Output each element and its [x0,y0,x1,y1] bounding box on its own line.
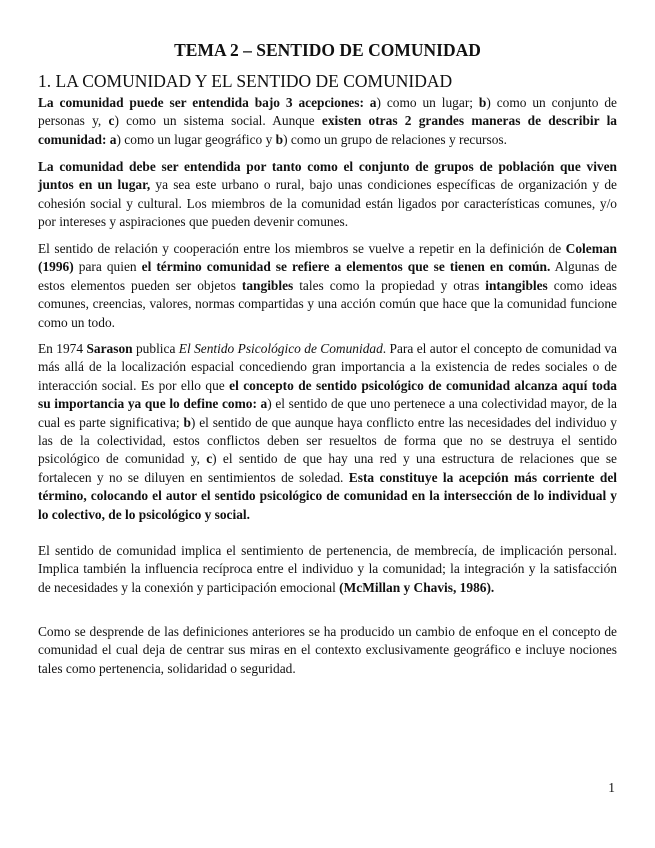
section-heading: 1. LA COMUNIDAD Y EL SENTIDO DE COMUNIDAD [38,71,453,91]
paragraph-sarason [38,340,617,524]
text-run: publica [132,341,179,356]
text-run: el concepto de sentido psicológico de comunidad alcanza aquí toda su importancia ya que lo define como: a [38,377,617,412]
text-run: La comunidad debe ser entendida por tanto como el conjunto de grupos de población que viven juntos en un lugar, [38,159,617,193]
paragraph-mcmillan-chavis [38,542,617,597]
text-run: . Para el autor el concepto de comunidad va más allá de la localización espacial concediendo gran importancia a la existencia de redes sociales o de interacción social. Es por ello que [38,341,618,393]
text-run: La comunidad puede ser entendida bajo 3 acepciones: a [38,95,377,110]
text-run: Sarason [86,341,133,356]
text-run: c [108,113,115,129]
text-run: intangibles [485,277,548,293]
text-run: El sentido de relación y cooperación entre los miembros se vuelve a repetir en la definición de [38,241,566,256]
text-run: b [183,414,191,430]
paragraph-acepciones [38,94,617,149]
text-run: El Sentido Psicológico de Comunidad [178,341,383,356]
text-run: tales como la propiedad y otras [293,277,486,293]
text-run: Coleman (1996) [38,241,617,275]
paragraph-definicion-comunidad [38,158,617,232]
text-run: tangibles [241,277,294,293]
paragraph-coleman [38,240,617,332]
text-run: ) como un conjunto de personas y, [38,95,617,129]
text-run: ) el sentido de que aunque haya conflicto entre las necesidades del individuo y las de la colectividad, estos conflictos deben ser resueltos de forma que no se destruya el sentido psicológico de comunidad y, [38,414,617,467]
text-run: el término comunidad se refiere a elementos que se tienen en común. [141,259,551,275]
text-run: (McMillan y Chavis, 1986). [339,579,495,595]
text-run: ) el sentido de que uno pertenece a una colectividad mayor, de la cual es parte significativa; [38,396,618,430]
text-run: ya sea este urbano o rural, bajo unas condiciones específicas de organización y de cohesión social y cultural. Los miembros de la comunidad están ligados por características comunes, y/o por intereses y aspiraciones que pueden devenir comunes. [38,177,617,230]
text-run: ) como un lugar; [376,95,479,110]
paragraph-cambio-enfoque [38,623,617,678]
document-title: TEMA 2 – SENTIDO DE COMUNIDAD [174,40,481,60]
text-run: Algunas de estos elementos pueden ser objetos [38,259,617,293]
text-run: El sentido de comunidad implica el sentimiento de pertenencia, de membrecía, de implicación personal. Implica también la influencia recíproca entre el individuo y la comunidad; la integración y la satisfacción de necesidades y la conexión y participación emocional [38,543,617,595]
page-number: 1 [608,780,615,795]
text-run: ) como un lugar geográfico y [116,131,276,147]
text-run: En 1974 [38,341,87,356]
text-run: b [478,95,487,110]
text-run: Como se desprende de las definiciones anteriores se ha producido un cambio de enfoque en el concepto de comunidad el cual deja de centrar sus miras en el contexto exclusivamente geográfico e incluye nociones tales como pertenencia, solidaridad o seguridad. [38,624,617,676]
text-run: ) el sentido de que hay una red y una estructura de relaciones que se fortalecen y no se diluyen en sentimientos de soledad. [38,451,618,485]
text-run: b [275,131,284,147]
text-run: c [206,451,213,467]
text-run: existen otras 2 grandes maneras de describir la comunidad: a [38,113,617,147]
text-run: ) como un grupo de relaciones y recursos. [283,131,507,147]
text-run: para quien [73,259,142,275]
text-run: como ideas comunes, creencias, valores, normas compartidas y una acción común que hace que la comunidad funcione como un todo. [38,277,617,330]
text-run: ) como un sistema social. Aunque [114,113,322,129]
text-run: Esta constituye la acepción más corriente del término, colocando el autor el sentido psicológico de comunidad en la intersección de lo individual y lo colectivo, de lo psicológico y social. [38,469,618,522]
